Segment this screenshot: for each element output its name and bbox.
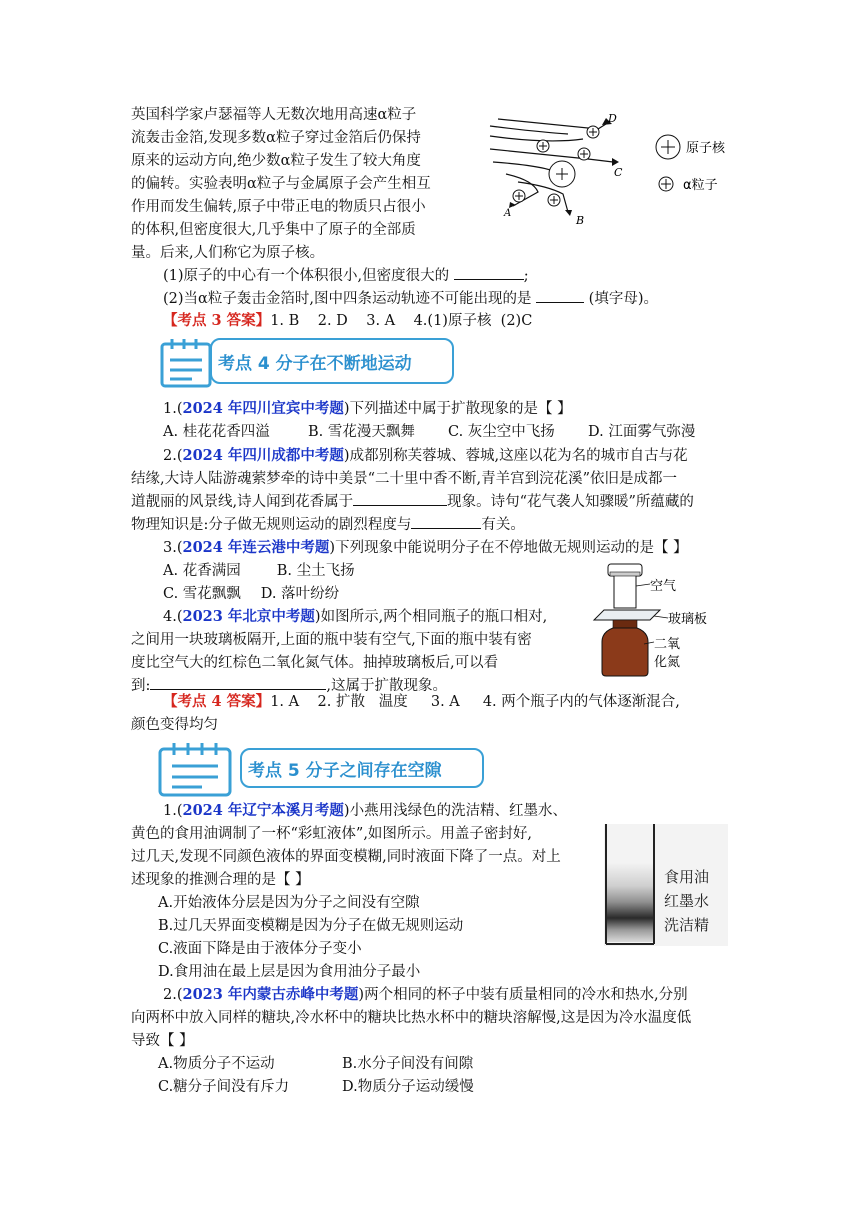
answer-3 xyxy=(163,310,532,332)
q-source: 2024 年辽宁本溪月考题 xyxy=(182,802,344,819)
option-c: C. 雪花飘飘 xyxy=(163,586,241,602)
q5-2-line2: 向两杯中放入同样的糖块,冷水杯中的糖块比热水杯中的糖块溶解慢,这是因为冷水温度低 xyxy=(131,1010,692,1026)
q5-2-line1 xyxy=(163,984,688,1006)
track-c xyxy=(490,149,613,162)
question-4-1 xyxy=(163,265,529,287)
q4-2-line2: 结缘,大诗人陆游魂萦梦牵的诗中美景“二十里中香不断,青羊宫到浣花溪”依旧是成都一 xyxy=(131,471,678,487)
q1-end: ; xyxy=(523,268,529,284)
answer-blank xyxy=(454,265,524,280)
intro-line: 作用而发生偏转,原子中带正电的物质只占很小 xyxy=(131,199,426,215)
intro-line: 的体积,但密度很大,几乎集中了原子的全部质 xyxy=(131,222,416,238)
intro-line: 原来的运动方向,绝少数α粒子发生了较大角度 xyxy=(131,153,421,169)
q-text: )成都别称芙蓉城、蓉城,这座以花为名的城市自古与花 xyxy=(343,448,688,464)
label-a: A xyxy=(504,208,512,219)
answer-text: 1. B 2. D 3. A 4.(1)原子核 (2)C xyxy=(270,313,533,329)
answer-4 xyxy=(163,691,680,713)
q4-2-line4 xyxy=(131,514,525,536)
q4-2-line3 xyxy=(131,491,694,513)
q4-3-options-row1 xyxy=(163,560,355,582)
calendar-icon xyxy=(160,338,212,388)
q5-1-line4: 述现象的推测合理的是【 】 xyxy=(131,872,310,888)
intro-line: 流轰击金箔,发现多数α粒子穿过金箔后仍保持 xyxy=(131,130,421,146)
q5-2-line3: 导致【 】 xyxy=(131,1033,194,1049)
q-num: 1.( xyxy=(163,803,183,819)
q1-text: (1)原子的中心有一个体积很小,但密度很大的 xyxy=(163,268,450,284)
q4-4-line2: 之间用一块玻璃板隔开,上面的瓶中装有空气,下面的瓶中装有密 xyxy=(131,632,532,648)
option-d: D. 江面雾气弥漫 xyxy=(588,424,696,440)
option-a: A.物质分子不运动 xyxy=(158,1056,275,1072)
q-num: 4.( xyxy=(163,609,183,625)
q4-2-line1 xyxy=(163,445,688,467)
q-text: 物理知识是:分子做无规则运动的剧烈程度与 xyxy=(131,517,412,533)
q5-2-options-row1 xyxy=(158,1053,473,1075)
label-glass: 玻璃板 xyxy=(668,612,708,627)
label-c: C xyxy=(614,166,623,179)
option-c: C.液面下降是由于液体分子变小 xyxy=(158,941,362,957)
option-b: B.水分子间没有间隙 xyxy=(342,1056,474,1072)
q5-2-options-row2 xyxy=(158,1076,474,1098)
option-d: D.食用油在最上层是因为食用油分子最小 xyxy=(158,964,421,980)
q-source: 2023 年北京中考题 xyxy=(182,608,315,625)
q-stem: )下列描述中属于扩散现象的是【 】 xyxy=(343,401,572,417)
answer-blank xyxy=(353,491,447,506)
q4-4-line3: 度比空气大的红棕色二氧化氮气体。抽掉玻璃板后,可以看 xyxy=(131,655,499,671)
answer-blank xyxy=(536,288,584,303)
label-air: 空气 xyxy=(650,579,677,594)
q4-1-stem xyxy=(163,398,572,420)
section-5-title: 考点 5 分子之间存在空隙 xyxy=(240,748,484,788)
q-text: ,这属于扩散现象。 xyxy=(326,678,447,694)
label-b: B xyxy=(576,214,585,227)
q-num: 1.( xyxy=(163,401,183,417)
option-d: D. 落叶纷纷 xyxy=(260,586,340,602)
intro-line: 英国科学家卢瑟福等人无数次地用高速α粒子 xyxy=(131,107,417,123)
label-oil: 食用油 xyxy=(664,868,710,886)
label-ink: 红墨水 xyxy=(664,892,710,910)
option-a: A.开始液体分层是因为分子之间没有空隙 xyxy=(158,895,420,911)
legend-alpha-label: α粒子 xyxy=(683,178,718,193)
label-d: D xyxy=(608,112,617,125)
q-text: )两个相同的杯子中装有质量相同的冷水和热水,分别 xyxy=(358,987,688,1003)
section-4-title: 考点 4 分子在不断地运动 xyxy=(210,338,454,384)
legend-nucleus-label: 原子核 xyxy=(686,141,726,156)
option-a: A. 花香满园 xyxy=(163,563,241,579)
q5-1-line3: 过几天,发现不同颜色液体的界面变模糊,同时液面下降了一点。对上 xyxy=(131,849,561,865)
option-c: C.糖分子间没有斥力 xyxy=(158,1079,290,1095)
option-b: B. 雪花漫天飘舞 xyxy=(308,424,415,440)
answer-blank xyxy=(150,675,326,690)
q-text: 道靓丽的风景线,诗人闻到花香属于 xyxy=(131,494,354,510)
q-stem: )下列现象中能说明分子在不停地做无规则运动的是【 】 xyxy=(329,540,688,556)
q-text: )小燕用浅绿色的洗洁精、红墨水、 xyxy=(343,803,568,819)
label-no2-2: 化氮 xyxy=(654,655,681,670)
q-source: 2023 年内蒙古赤峰中考题 xyxy=(182,986,359,1003)
q-text: )如图所示,两个相同瓶子的瓶口相对, xyxy=(314,609,548,625)
q4-3-options-row2 xyxy=(163,583,339,605)
q5-1-line1 xyxy=(163,800,567,822)
option-b: B. 尘土飞扬 xyxy=(276,563,355,579)
q5-1-line2: 黄色的食用油调制了一杯“彩虹液体”,如图所示。用盖子密封好, xyxy=(131,826,533,842)
q-num: 2.( xyxy=(163,448,183,464)
option-c: C. 灰尘空中飞扬 xyxy=(448,424,555,440)
answer-text: 1. A 2. 扩散 温度 3. A 4. 两个瓶子内的气体逐渐混合, xyxy=(270,694,680,710)
q-text: 现象。诗句“花气袭人知骤暖”所蕴藏的 xyxy=(447,494,694,510)
calendar-icon xyxy=(158,742,232,798)
option-d: D.物质分子运动缓慢 xyxy=(342,1079,474,1095)
q-text: 有关。 xyxy=(481,517,525,533)
q-num: 3.( xyxy=(163,540,183,556)
alpha-scattering-figure xyxy=(488,104,738,234)
question-4-2 xyxy=(163,288,658,310)
q2-end: (填字母)。 xyxy=(588,291,658,307)
intro-line: 的偏转。实验表明α粒子与金属原子会产生相互 xyxy=(131,176,431,192)
q-source: 2024 年连云港中考题 xyxy=(182,539,330,556)
answer-blank xyxy=(411,514,481,529)
label-soap: 洗洁精 xyxy=(664,916,710,934)
answer-4-cont: 颜色变得均匀 xyxy=(131,717,218,733)
q4-3-stem xyxy=(163,537,688,559)
q4-4-line1 xyxy=(163,606,547,628)
q-text: 到: xyxy=(131,678,151,694)
option-b: B.过几天界面变模糊是因为分子在做无规则运动 xyxy=(158,918,464,934)
answer-tag: 【考点 3 答案】 xyxy=(163,312,271,329)
q-num: 2.( xyxy=(163,987,183,1003)
q-source: 2024 年四川宜宾中考题 xyxy=(182,400,344,417)
answer-tag: 【考点 4 答案】 xyxy=(163,693,271,710)
label-no2-1: 二氧 xyxy=(654,637,681,652)
rainbow-liquid-figure xyxy=(604,824,728,946)
intro-line: 量。后来,人们称它为原子核。 xyxy=(131,245,325,261)
bottles-figure xyxy=(592,560,722,680)
q2-text: (2)当α粒子轰击金箔时,图中四条运动轨迹不可能出现的是 xyxy=(163,291,532,307)
q-source: 2024 年四川成都中考题 xyxy=(182,447,344,464)
option-a: A. 桂花花香四溢 xyxy=(163,424,270,440)
